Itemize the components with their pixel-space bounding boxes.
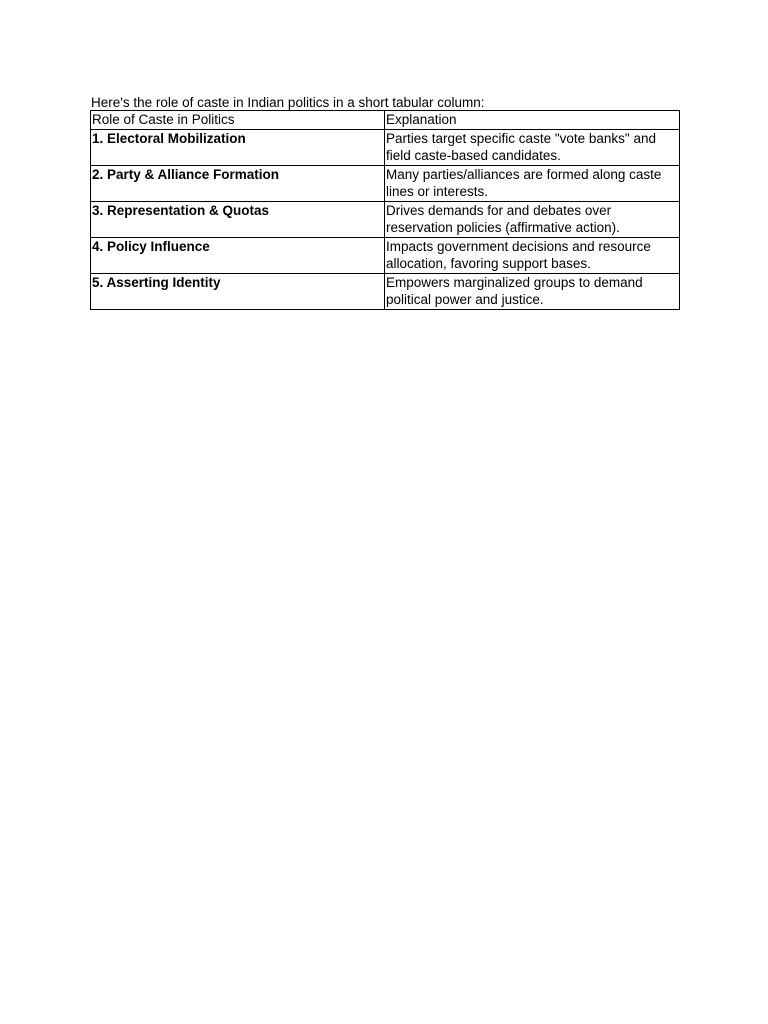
table-row — [91, 273, 680, 309]
role-cell: 2. Party & Alliance Formation — [91, 165, 385, 201]
explanation-cell: Parties target specific caste "vote banks" and field caste-based candidates. — [385, 129, 680, 165]
role-cell: 3. Representation & Quotas — [91, 201, 385, 237]
column-header-explanation: Explanation — [385, 111, 680, 130]
intro-text: Here's the role of caste in Indian politics in a short tabular column: — [91, 95, 485, 110]
explanation-cell: Drives demands for and debates over reservation policies (affirmative action). — [385, 201, 680, 237]
table-row — [91, 201, 680, 237]
explanation-cell: Impacts government decisions and resource allocation, favoring support bases. — [385, 237, 680, 273]
explanation-cell: Empowers marginalized groups to demand political power and justice. — [385, 273, 680, 309]
table-header-row — [91, 111, 680, 130]
explanation-cell: Many parties/alliances are formed along caste lines or interests. — [385, 165, 680, 201]
table-row — [91, 165, 680, 201]
table-row — [91, 237, 680, 273]
table-row — [91, 129, 680, 165]
role-cell: 5. Asserting Identity — [91, 273, 385, 309]
role-cell: 1. Electoral Mobilization — [91, 129, 385, 165]
column-header-role: Role of Caste in Politics — [91, 111, 385, 130]
caste-politics-table — [90, 110, 680, 310]
role-cell: 4. Policy Influence — [91, 237, 385, 273]
